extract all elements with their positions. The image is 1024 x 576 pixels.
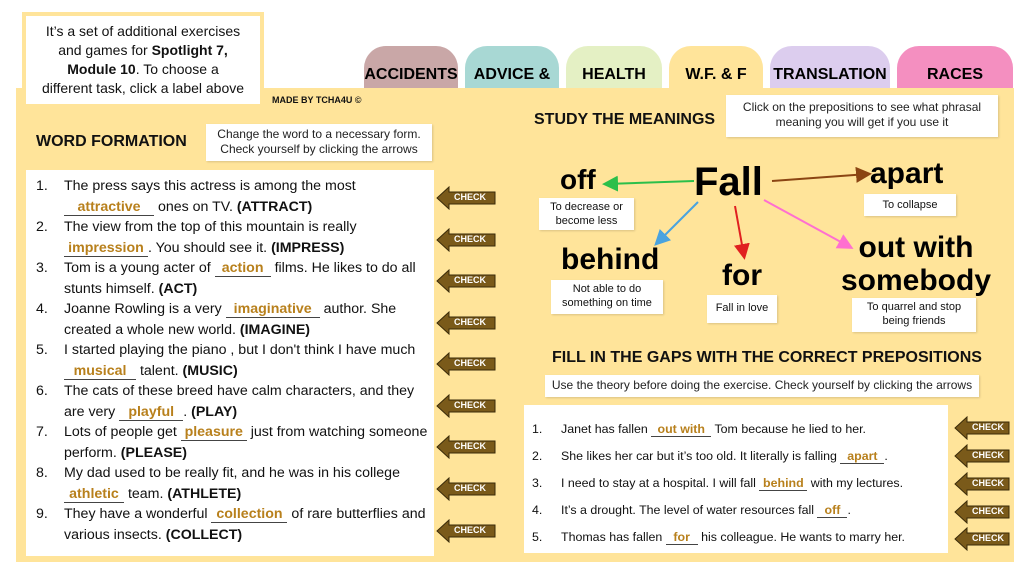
item-sentence-end: . You should see it. (148, 239, 272, 256)
arrow-to-for (735, 206, 744, 256)
item-sentence-end: . (847, 503, 851, 517)
fill-gaps-instructions: Use the theory before doing the exercise. Check yourself by clicking the arrows (545, 375, 979, 397)
meaning-for: Fall in love (707, 295, 777, 323)
word-formation-item (36, 422, 428, 463)
item-text (64, 463, 428, 504)
meaning-behind: Not able to do something on time (551, 280, 663, 314)
answer-gap[interactable]: action (215, 260, 271, 277)
item-number: 2. (36, 219, 48, 235)
meaning-out-with: To quarrel and stop being friends (852, 298, 976, 332)
meaning-apart: To collapse (864, 194, 956, 216)
item-base-word: (MUSIC) (182, 362, 238, 379)
tab-health[interactable]: HEALTH (566, 46, 662, 88)
fill-gaps-item (532, 416, 940, 443)
check-arrow-button[interactable] (436, 519, 496, 543)
item-sentence-start: The view from the top of this mountain is really (64, 219, 357, 235)
item-base-word: (ACT) (158, 280, 198, 297)
word-formation-list (26, 170, 434, 545)
item-sentence-start: Thomas has fallen (561, 530, 666, 544)
item-sentence-end: team. (124, 485, 168, 502)
check-arrow-button[interactable] (954, 472, 1010, 496)
item-sentence-start: It’s a drought. The level of water resources fall (561, 503, 818, 517)
item-sentence-end: films. He likes to do all stunts himself. (64, 260, 416, 297)
item-text (561, 524, 905, 551)
arrow-to-apart (772, 174, 868, 181)
item-text (64, 504, 428, 545)
check-label: CHECK (454, 358, 487, 368)
check-label: CHECK (454, 192, 487, 202)
prep-behind[interactable]: behind (561, 243, 660, 276)
intro-line-1: It’s a set of additional exercises (45, 23, 241, 39)
check-arrow-button[interactable] (436, 269, 496, 293)
check-arrow-button[interactable] (954, 527, 1010, 551)
check-arrow-button[interactable] (954, 416, 1010, 440)
fill-gaps-title: FILL IN THE GAPS WITH THE CORRECT PREPOSITIONS (552, 349, 982, 366)
answer-gap[interactable]: out with (651, 422, 711, 437)
prep-out-with-somebody[interactable]: out with somebody (840, 231, 992, 297)
item-sentence-start: Lots of people get (64, 424, 181, 440)
check-label: CHECK (454, 234, 487, 244)
intro-book-title: Spotlight 7, (151, 42, 228, 58)
made-by-credit: MADE BY TCHA4U © (272, 95, 362, 105)
answer-gap[interactable]: athletic (64, 486, 124, 503)
item-base-word: (COLLECT) (165, 526, 243, 543)
item-sentence-start: They have a wonderful (64, 506, 212, 522)
arrow-to-out-with (764, 200, 850, 247)
item-number: 4. (532, 503, 543, 517)
item-text (64, 340, 428, 381)
word-formation-item (36, 176, 428, 217)
word-formation-item (36, 504, 428, 545)
item-number: 6. (36, 383, 48, 399)
fill-gaps-item (532, 524, 940, 551)
word-formation-item (36, 463, 428, 504)
fill-gaps-list (524, 405, 948, 551)
fill-gaps-item (532, 443, 940, 470)
answer-gap[interactable]: attractive (64, 199, 154, 216)
item-sentence-end: . (884, 449, 888, 463)
check-arrow-button[interactable] (436, 311, 496, 335)
item-number: 1. (36, 178, 48, 194)
center-word-fall: Fall (694, 160, 763, 204)
item-text (561, 497, 851, 524)
item-text (561, 470, 903, 497)
item-text (64, 217, 428, 258)
item-sentence-start: Tom is a young acter of (64, 260, 215, 276)
meaning-off: To decrease or become less (539, 198, 634, 230)
item-sentence-end: . (183, 403, 192, 420)
item-sentence-end: just from watching someone perform. (64, 424, 428, 461)
item-sentence-end: with my lectures. (807, 476, 904, 490)
prep-for[interactable]: for (722, 259, 762, 292)
check-label: CHECK (454, 525, 487, 535)
item-base-word: (ATHLETE) (167, 485, 242, 502)
intro-line-4: different task, click a label above (41, 80, 245, 96)
check-label: CHECK (972, 422, 1005, 432)
item-number: 8. (36, 465, 48, 481)
check-arrow-button[interactable] (436, 394, 496, 418)
item-sentence-end: author. She created a whole new world. (64, 301, 397, 338)
item-number: 1. (532, 422, 543, 436)
word-formation-instructions: Change the word to a necessary form. Check yourself by clicking the arrows (206, 124, 432, 161)
check-arrow-button[interactable] (436, 228, 496, 252)
word-formation-item (36, 381, 428, 422)
item-number: 4. (36, 301, 48, 317)
answer-gap[interactable]: apart (840, 449, 884, 464)
intro-box (22, 12, 264, 108)
arrow-to-off (606, 181, 694, 184)
check-label: CHECK (454, 317, 487, 327)
item-sentence-end: his colleague. He wants to marry her. (697, 530, 905, 544)
item-base-word: (IMPRESS) (271, 239, 345, 256)
check-arrow-button[interactable] (436, 435, 496, 459)
answer-gap[interactable]: playful (119, 404, 183, 421)
check-arrow-button[interactable] (436, 352, 496, 376)
arrow-to-behind (657, 202, 698, 243)
study-meanings-title: STUDY THE MEANINGS (534, 111, 716, 128)
item-sentence-start: She likes her car but it’s too old. It literally is falling (561, 449, 841, 463)
check-arrow-button[interactable] (954, 500, 1010, 524)
study-meanings-instructions: Click on the prepositions to see what phrasal meaning you will get if you use it (726, 95, 998, 137)
check-label: CHECK (454, 275, 487, 285)
answer-gap[interactable]: pleasure (181, 424, 247, 441)
tab-races[interactable]: RACES (897, 46, 1013, 88)
answer-gap[interactable]: impression (64, 240, 148, 257)
check-label: CHECK (454, 400, 487, 410)
item-text (64, 176, 428, 217)
check-label: CHECK (972, 450, 1005, 460)
item-sentence-start: The press says this actress is among the most (64, 178, 356, 194)
item-sentence-end: Tom because he lied to her. (711, 422, 867, 436)
fill-gaps-item (532, 497, 940, 524)
check-arrow-button[interactable] (436, 186, 496, 210)
item-sentence-end: of rare butterflies and various insects. (64, 506, 426, 543)
item-base-word: (PLEASE) (120, 444, 187, 461)
answer-gap[interactable]: imaginative (226, 301, 320, 318)
item-number: 5. (532, 530, 543, 544)
answer-gap[interactable]: off (817, 503, 847, 518)
item-sentence-start: I started playing the piano , but I don't think I have much (64, 342, 416, 358)
word-formation-panel (26, 170, 434, 556)
item-sentence-start: My dad used to be really fit, and he was in his college (64, 465, 400, 481)
tab-advice[interactable]: ADVICE & (465, 46, 559, 88)
check-label: CHECK (454, 441, 487, 451)
item-text (561, 443, 888, 470)
tab-accidents[interactable]: ACCIDENTS (364, 46, 458, 88)
item-text (561, 416, 866, 443)
item-sentence-end: talent. (136, 362, 183, 379)
intro-module: Module 10 (67, 61, 136, 77)
answer-gap[interactable]: musical (64, 363, 136, 380)
tab-wf-and-f[interactable]: W.F. & F (669, 46, 763, 88)
item-number: 2. (532, 449, 543, 463)
item-number: 7. (36, 424, 48, 440)
item-base-word: (ATTRACT) (236, 198, 313, 215)
item-number: 3. (532, 476, 543, 490)
check-arrow-button[interactable] (954, 444, 1010, 468)
check-label: CHECK (972, 533, 1005, 543)
intro-line-3: . To choose a (135, 61, 219, 77)
item-sentence-start: The cats of these breed have calm characters, and they are very (64, 383, 415, 420)
item-sentence-start: Janet has fallen (561, 422, 652, 436)
item-base-word: (IMAGINE) (239, 321, 311, 338)
item-sentence-end: ones on TV. (154, 198, 237, 215)
item-text (64, 299, 428, 340)
word-formation-item (36, 340, 428, 381)
answer-gap[interactable]: behind (759, 476, 807, 491)
item-base-word: (PLAY) (191, 403, 238, 420)
check-arrow-button[interactable] (436, 477, 496, 501)
check-label: CHECK (454, 483, 487, 493)
word-formation-item (36, 258, 428, 299)
word-formation-item (36, 217, 428, 258)
item-sentence-start: Joanne Rowling is a very (64, 301, 226, 317)
answer-gap[interactable]: collection (211, 506, 287, 523)
item-number: 5. (36, 342, 48, 358)
intro-line-2: and games for (58, 42, 152, 58)
tab-translation[interactable]: TRANSLATION (770, 46, 890, 88)
fill-gaps-panel (524, 405, 948, 553)
check-label: CHECK (972, 478, 1005, 488)
check-label: CHECK (972, 506, 1005, 516)
item-text (64, 258, 428, 299)
item-number: 9. (36, 506, 48, 522)
word-formation-item (36, 299, 428, 340)
item-text (64, 381, 428, 422)
fill-gaps-item (532, 470, 940, 497)
prep-off[interactable]: off (560, 164, 596, 195)
word-formation-title: WORD FORMATION (36, 133, 187, 150)
prep-apart[interactable]: apart (870, 157, 944, 190)
item-sentence-start: I need to stay at a hospital. I will fall (561, 476, 760, 490)
item-text (64, 422, 428, 463)
item-number: 3. (36, 260, 48, 276)
answer-gap[interactable]: for (666, 530, 698, 545)
